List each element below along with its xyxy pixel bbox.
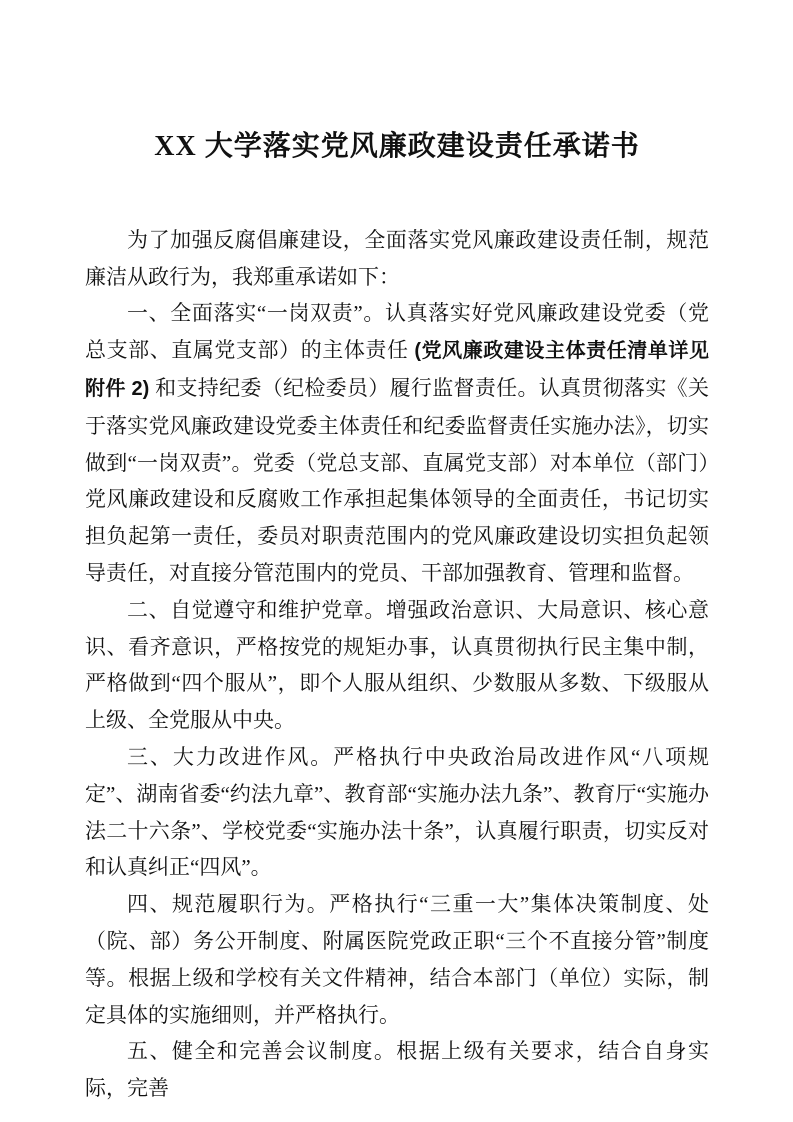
document-title: XX 大学落实党风廉政建设责任承诺书 (154, 131, 640, 162)
document-body (85, 222, 709, 1107)
text-run: 二、自觉遵守和维护党章。增强政治意识、大局意识、核心意识、看齐意识，严格按党的规矩办事，认真贯彻执行民主集中制，严格做到“四个服从”，即个人服从组织、少数服从多数、下级服从上级、全党服从中央。 (85, 597, 709, 733)
text-run: 五、健全和完善会议制度。根据上级有关要求，结合自身实际，完善 (85, 1039, 709, 1101)
bold-text-run: (党风廉政建设主体责任清单详见附件 2) (85, 340, 709, 400)
paragraph (85, 222, 709, 296)
paragraph (85, 1033, 709, 1107)
text-run: 一、全面落实“一岗双责”。认真落实好党风廉政建设党委（党总支部、直属党支部）的主体责任 (85, 301, 709, 363)
paragraph (85, 295, 709, 591)
text-run: 为了加强反腐倡廉建设，全面落实党风廉政建设责任制，规范廉洁从政行为，我郑重承诺如下： (85, 227, 709, 289)
paragraph (85, 739, 709, 886)
text-run: 四、规范履职行为。严格执行“三重一大”集体决策制度、处（院、部）务公开制度、附属医院党政正职“三个不直接分管”制度等。根据上级和学校有关文件精神，结合本部门（单位）实际，制定具体的实施细则，并严格执行。 (85, 892, 709, 1027)
paragraph (85, 886, 709, 1033)
paragraph (85, 592, 709, 739)
text-run: 和支持纪委（纪检委员）履行监督责任。认真贯彻落实《关于落实党风廉政建设党委主体责任和纪委监督责任实施办法》，切实做到“一岗双责”。党委（党总支部、直属党支部）对本单位（部门）党风廉政建设和反腐败工作承担起集体领导的全面责任，书记切实担负起第一责任，委员对职责范围内的党风廉政建设切实担负起领导责任，对直接分管范围内的党员、干部加强教育、管理和监督。 (85, 375, 709, 585)
text-run: 三、大力改进作风。严格执行中央政治局改进作风“八项规定”、湖南省委“约法九章”、教育部“实施办法九条”、教育厅“实施办法二十六条”、学校党委“实施办法十条”，认真履行职责，切实反对和认真纠正“四风”。 (85, 744, 709, 880)
